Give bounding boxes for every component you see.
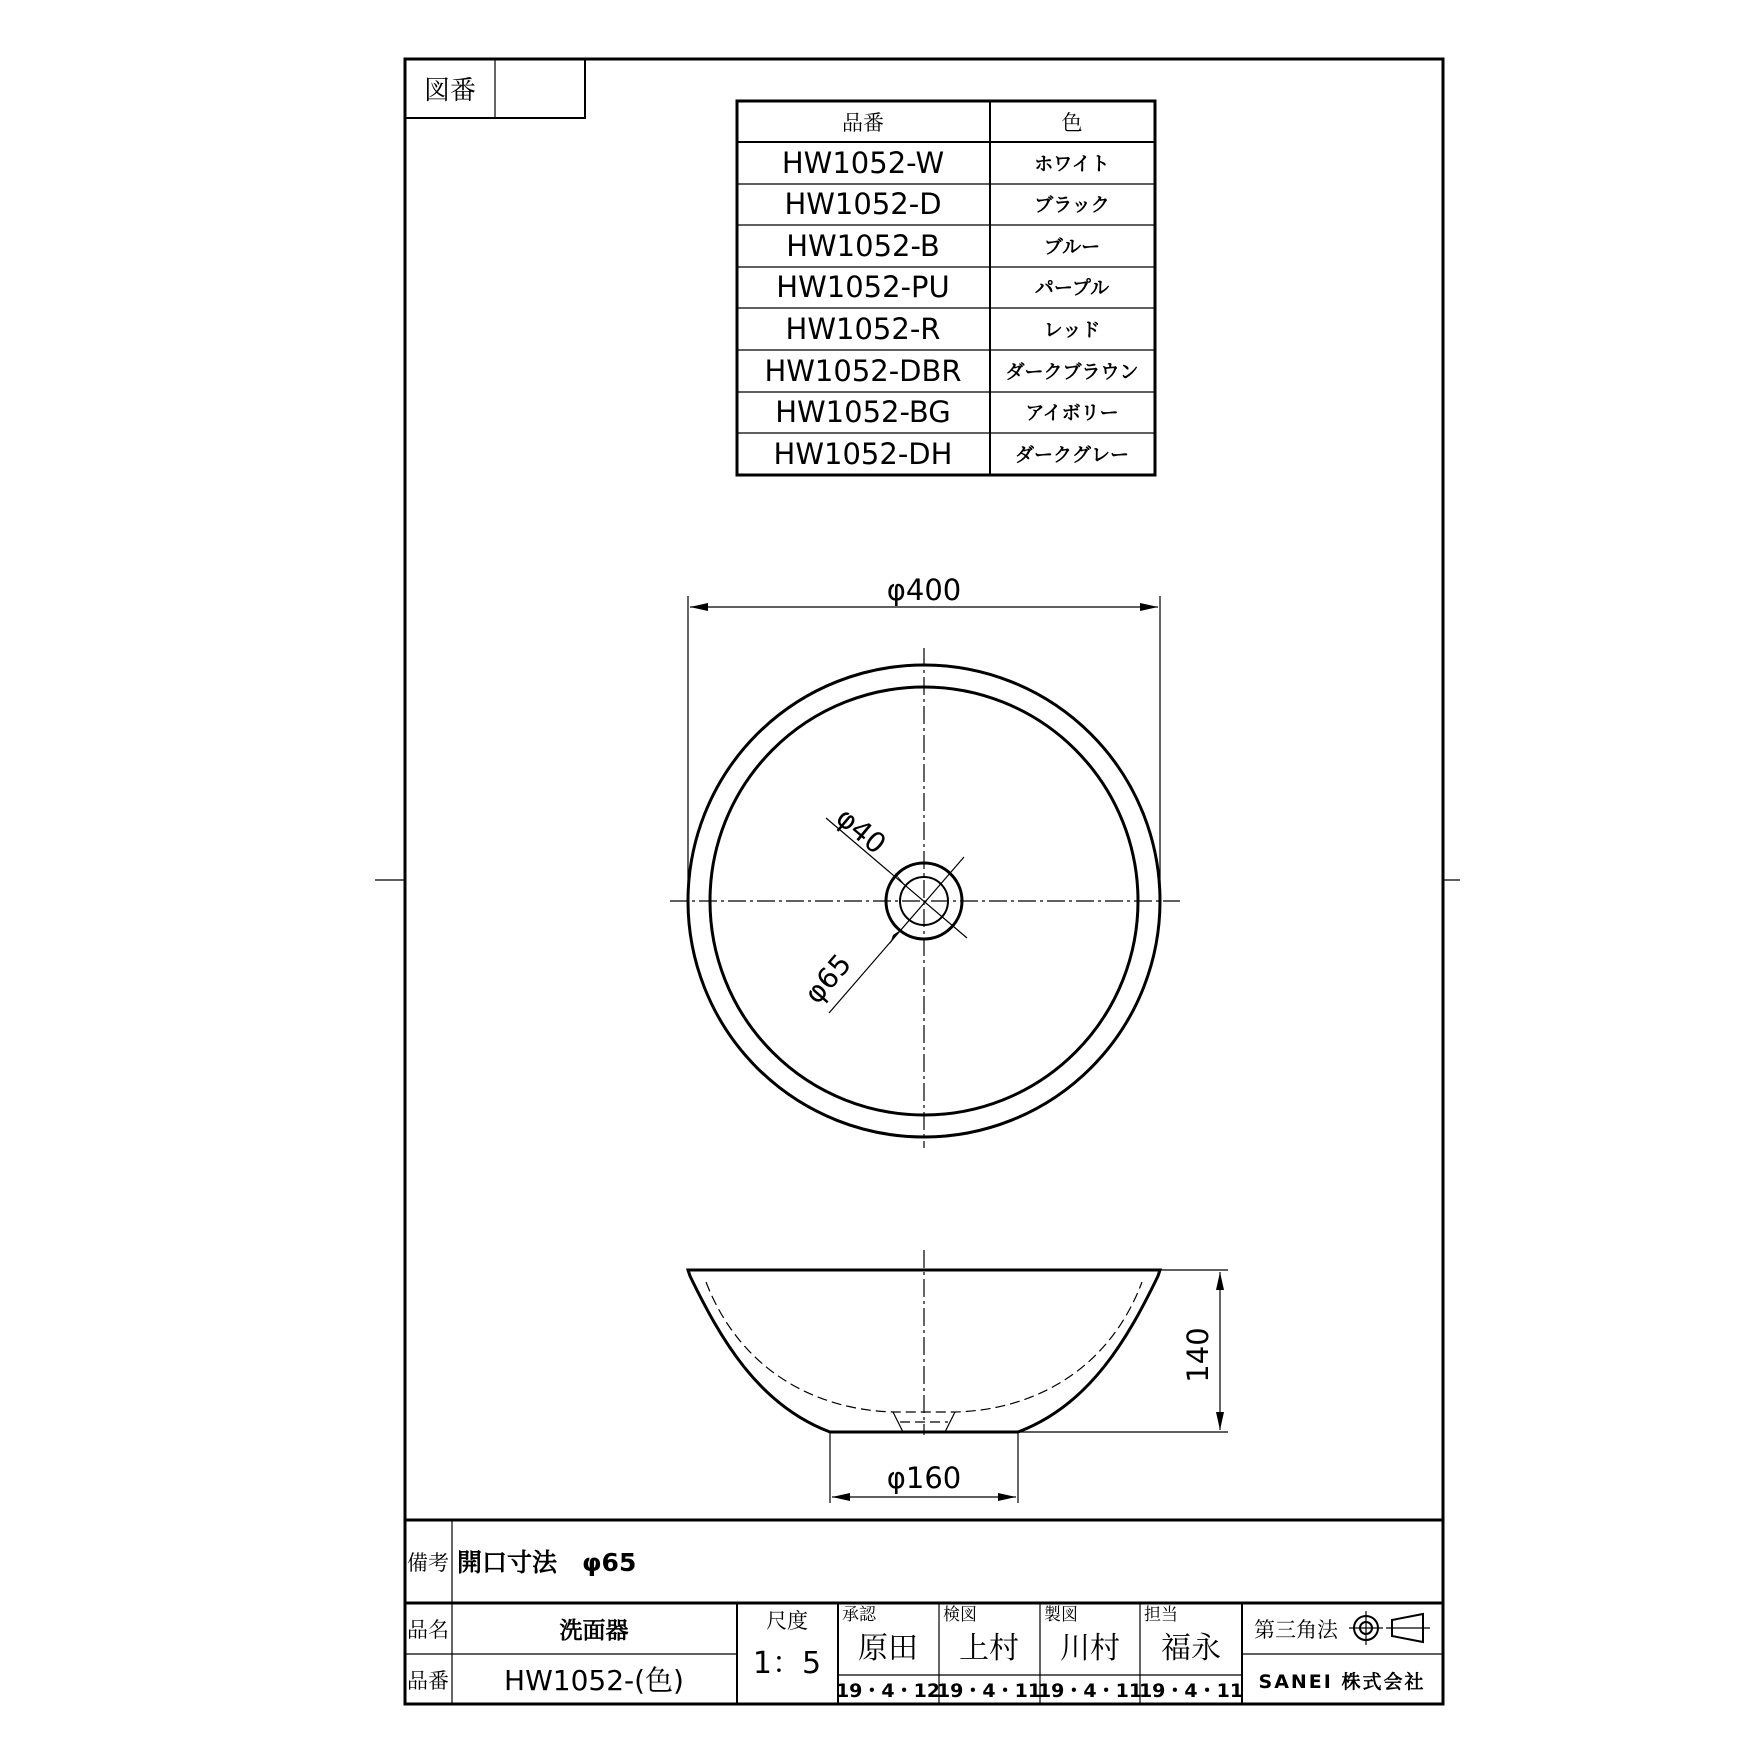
table-cell-color: ダークグレー bbox=[1014, 444, 1130, 466]
table-header-part-no: 品番 bbox=[842, 111, 884, 135]
drawing-number-label: 図番 bbox=[423, 76, 477, 106]
top-view bbox=[670, 573, 1180, 1148]
table-cell-part-no: HW1052-BG bbox=[775, 395, 951, 429]
table-cell-color: アイボリー bbox=[1025, 402, 1119, 424]
charge-date: 19・4・11 bbox=[1138, 1680, 1244, 1702]
table-cell-color: ホワイト bbox=[1034, 153, 1110, 175]
company-name: SANEI 株式会社 bbox=[1258, 1671, 1426, 1693]
third-angle-projection-icon bbox=[1349, 1611, 1430, 1645]
table-cell-part-no: HW1052-PU bbox=[776, 270, 950, 304]
table-cell-color: ブラック bbox=[1034, 194, 1110, 216]
title-block bbox=[405, 1520, 1443, 1704]
table-cell-part-no: HW1052-R bbox=[785, 312, 941, 346]
approval-label: 承認 bbox=[842, 1605, 876, 1625]
check-label: 検図 bbox=[943, 1605, 977, 1625]
projection-label: 第三角法 bbox=[1254, 1618, 1338, 1642]
name-label: 品名 bbox=[407, 1618, 449, 1642]
remarks-value: 開口寸法 φ65 bbox=[457, 1548, 637, 1577]
dimension-base-diameter: φ160 bbox=[886, 1461, 962, 1495]
parts-table bbox=[737, 101, 1155, 475]
drawn-name: 川村 bbox=[1060, 1631, 1120, 1666]
approval-date: 19・4・12 bbox=[835, 1680, 941, 1702]
charge-label: 担当 bbox=[1144, 1605, 1178, 1625]
number-label: 品番 bbox=[407, 1669, 449, 1693]
dimension-outer-diameter: φ400 bbox=[886, 573, 962, 607]
table-cell-color: ダークブラウン bbox=[1005, 361, 1139, 383]
check-name: 上村 bbox=[959, 1631, 1019, 1666]
scale-label: 尺度 bbox=[766, 1609, 808, 1633]
charge-name: 福永 bbox=[1161, 1631, 1221, 1666]
remarks-label: 備考 bbox=[407, 1551, 449, 1575]
dimension-drain-inner: φ40 bbox=[829, 800, 893, 861]
drawing-number-box bbox=[405, 59, 585, 118]
table-cell-part-no: HW1052-DBR bbox=[764, 354, 962, 388]
approval-name: 原田 bbox=[858, 1631, 918, 1666]
scale-value: 1：5 bbox=[752, 1646, 822, 1681]
table-cell-part-no: HW1052-D bbox=[784, 187, 942, 221]
table-cell-part-no: HW1052-W bbox=[781, 146, 945, 180]
dimension-height: 140 bbox=[1181, 1327, 1215, 1383]
table-cell-color: ブルー bbox=[1043, 236, 1101, 258]
side-view bbox=[688, 1250, 1228, 1503]
table-cell-color: パープル bbox=[1034, 277, 1110, 299]
table-cell-color: レッド bbox=[1043, 319, 1101, 341]
table-cell-part-no: HW1052-DH bbox=[773, 437, 953, 471]
drawn-date: 19・4・11 bbox=[1037, 1680, 1143, 1702]
name-value: 洗面器 bbox=[559, 1618, 629, 1644]
drawn-label: 製図 bbox=[1044, 1605, 1078, 1625]
check-date: 19・4・11 bbox=[936, 1680, 1042, 1702]
table-cell-part-no: HW1052-B bbox=[786, 229, 940, 263]
number-value: HW1052-(色) bbox=[504, 1664, 684, 1697]
dimension-drain-outer: φ65 bbox=[797, 947, 859, 1011]
table-header-color: 色 bbox=[1061, 111, 1083, 135]
